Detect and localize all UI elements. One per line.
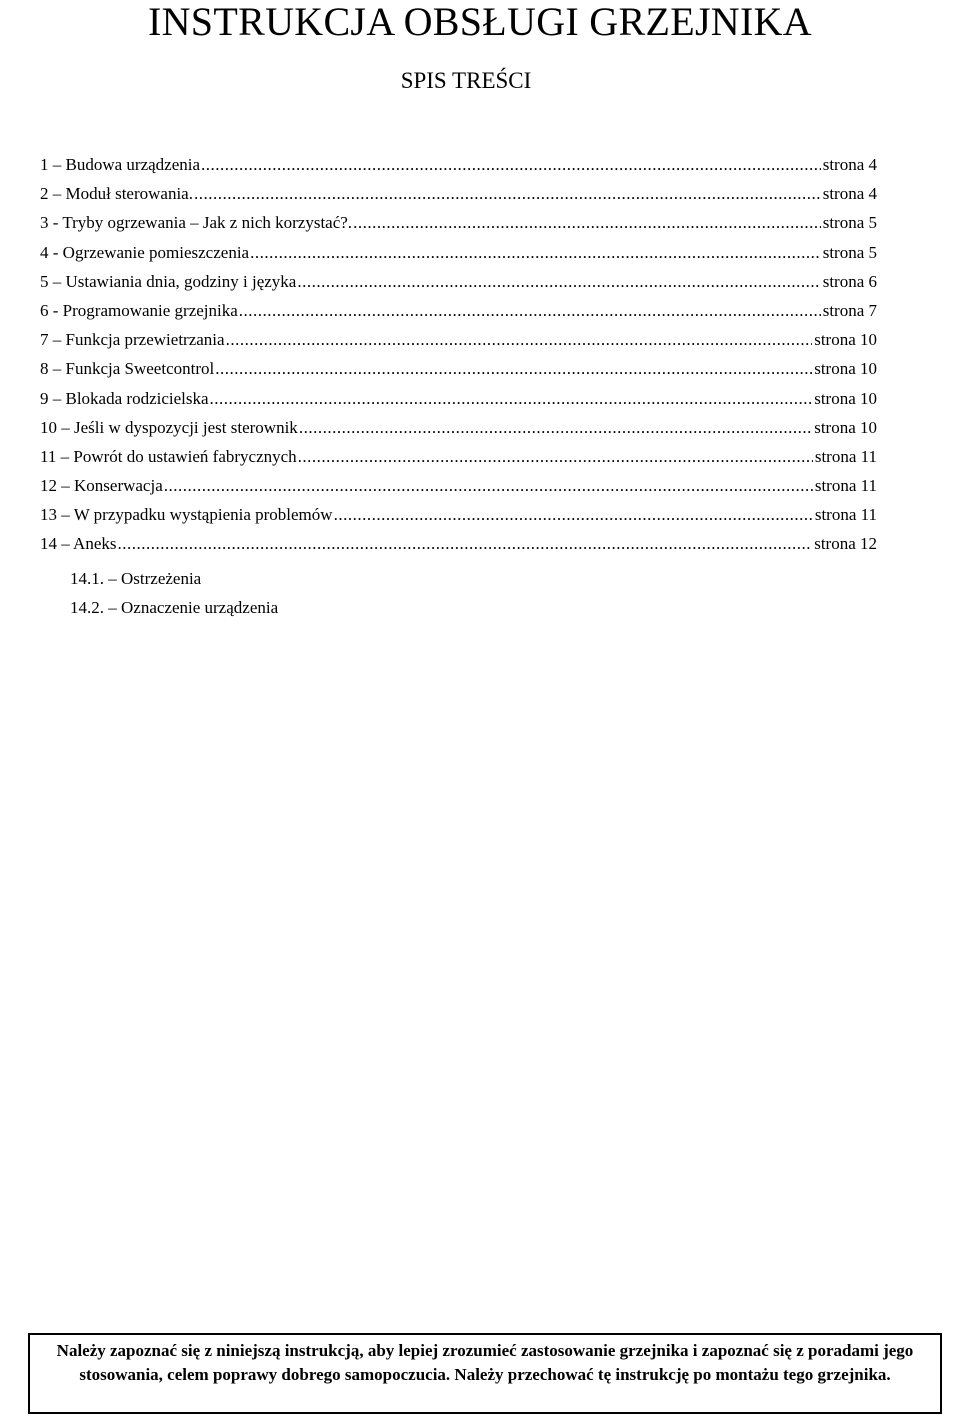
toc-subentry-label: 14.1. – Ostrzeżenia [70, 568, 202, 588]
table-of-contents [40, 155, 877, 622]
toc-entry[interactable] [40, 243, 877, 272]
toc-entry-label: 8 – Funkcja Sweetcontrol [40, 359, 215, 379]
toc-entry[interactable] [40, 272, 877, 301]
toc-leader-dots [201, 155, 821, 175]
toc-entry[interactable] [40, 359, 877, 388]
toc-entry[interactable] [40, 301, 877, 330]
toc-entry-label: 6 - Programowanie grzejnika [40, 300, 238, 320]
toc-entry-label: 4 - Ogrzewanie pomieszczenia [40, 242, 250, 262]
toc-entry-page: strona 4 [822, 155, 877, 174]
toc-entry-label: 7 – Funkcja przewietrzania [40, 330, 225, 350]
toc-entry-label: 14 – Aneks [40, 534, 117, 554]
toc-entry-page: strona 12 [814, 534, 877, 554]
toc-leader-dots [118, 534, 813, 554]
toc-entry[interactable] [40, 418, 877, 447]
toc-subentry[interactable] [40, 564, 877, 593]
toc-entry-label: 10 – Jeśli w dyspozycji jest sterownik [40, 417, 298, 437]
toc-entry-page: strona 4 [822, 184, 877, 204]
toc-leader-dots [239, 301, 821, 321]
toc-entry-label: 12 – Konserwacja [40, 476, 163, 496]
toc-subentry[interactable] [40, 593, 877, 622]
toc-entry-page: strona 7 [822, 300, 877, 320]
toc-entry-page: strona 5 [822, 242, 877, 262]
toc-entry-label: 13 – W przypadku wystąpienia problemów [40, 505, 333, 525]
toc-entry-page: strona 10 [814, 388, 877, 408]
toc-entry[interactable] [40, 447, 877, 476]
toc-entry-label: 1 – Budowa urządzenia [40, 155, 201, 174]
toc-leader-dots [210, 389, 813, 409]
toc-entry[interactable] [40, 389, 877, 418]
toc-entry[interactable] [40, 505, 877, 534]
toc-entry-label: 5 – Ustawiania dnia, godziny i języka [40, 271, 297, 291]
toc-entry[interactable] [40, 330, 877, 359]
toc-entry[interactable] [40, 213, 877, 242]
toc-entry-page: strona 10 [814, 359, 877, 379]
toc-entry[interactable] [40, 534, 877, 563]
toc-entry-page: strona 11 [814, 476, 877, 496]
toc-leader-dots [299, 418, 812, 438]
toc-entry-page: strona 10 [814, 417, 877, 437]
notice-text: Należy zapoznać się z niniejszą instrukcją, aby lepiej zrozumieć zastosowanie grzejnika i zapoznać się z poradami jego stosowania, celem poprawy dobrego samopoczucia. Należy przechować tę instrukcję po montażu tego grzejnika. [56, 1341, 914, 1384]
toc-leader-dots [298, 447, 813, 467]
toc-entry-label: 2 – Moduł sterowania. [40, 184, 193, 204]
toc-entry-label: 3 - Tryby ogrzewania – Jak z nich korzystać?. [40, 213, 353, 233]
toc-entry-page: strona 11 [814, 505, 877, 525]
toc-leader-dots [215, 359, 812, 379]
toc-entry-page: strona 10 [814, 330, 877, 350]
document-title: INSTRUKCJA OBSŁUGI GRZEJNIKA [148, 0, 812, 44]
toc-entry-page: strona 5 [822, 213, 877, 233]
toc-leader-dots [194, 184, 821, 204]
notice-box [28, 1333, 942, 1414]
toc-leader-dots [226, 330, 813, 350]
toc-entry[interactable] [40, 184, 877, 213]
toc-entry-page: strona 6 [822, 271, 877, 291]
toc-leader-dots [353, 213, 821, 233]
toc-leader-dots [334, 505, 813, 525]
toc-heading: SPIS TREŚCI [400, 68, 532, 93]
toc-leader-dots [297, 272, 820, 292]
toc-entry-label: 11 – Powrót do ustawień fabrycznych [40, 446, 297, 466]
toc-subentry-label: 14.2. – Oznaczenie urządzenia [70, 597, 279, 617]
toc-entry-label: 9 – Blokada rodzicielska [40, 388, 209, 408]
toc-leader-dots [164, 476, 813, 496]
toc-leader-dots [250, 243, 821, 263]
toc-entry-page: strona 11 [814, 446, 877, 466]
toc-entry[interactable] [40, 476, 877, 505]
toc-entry[interactable] [40, 155, 877, 184]
